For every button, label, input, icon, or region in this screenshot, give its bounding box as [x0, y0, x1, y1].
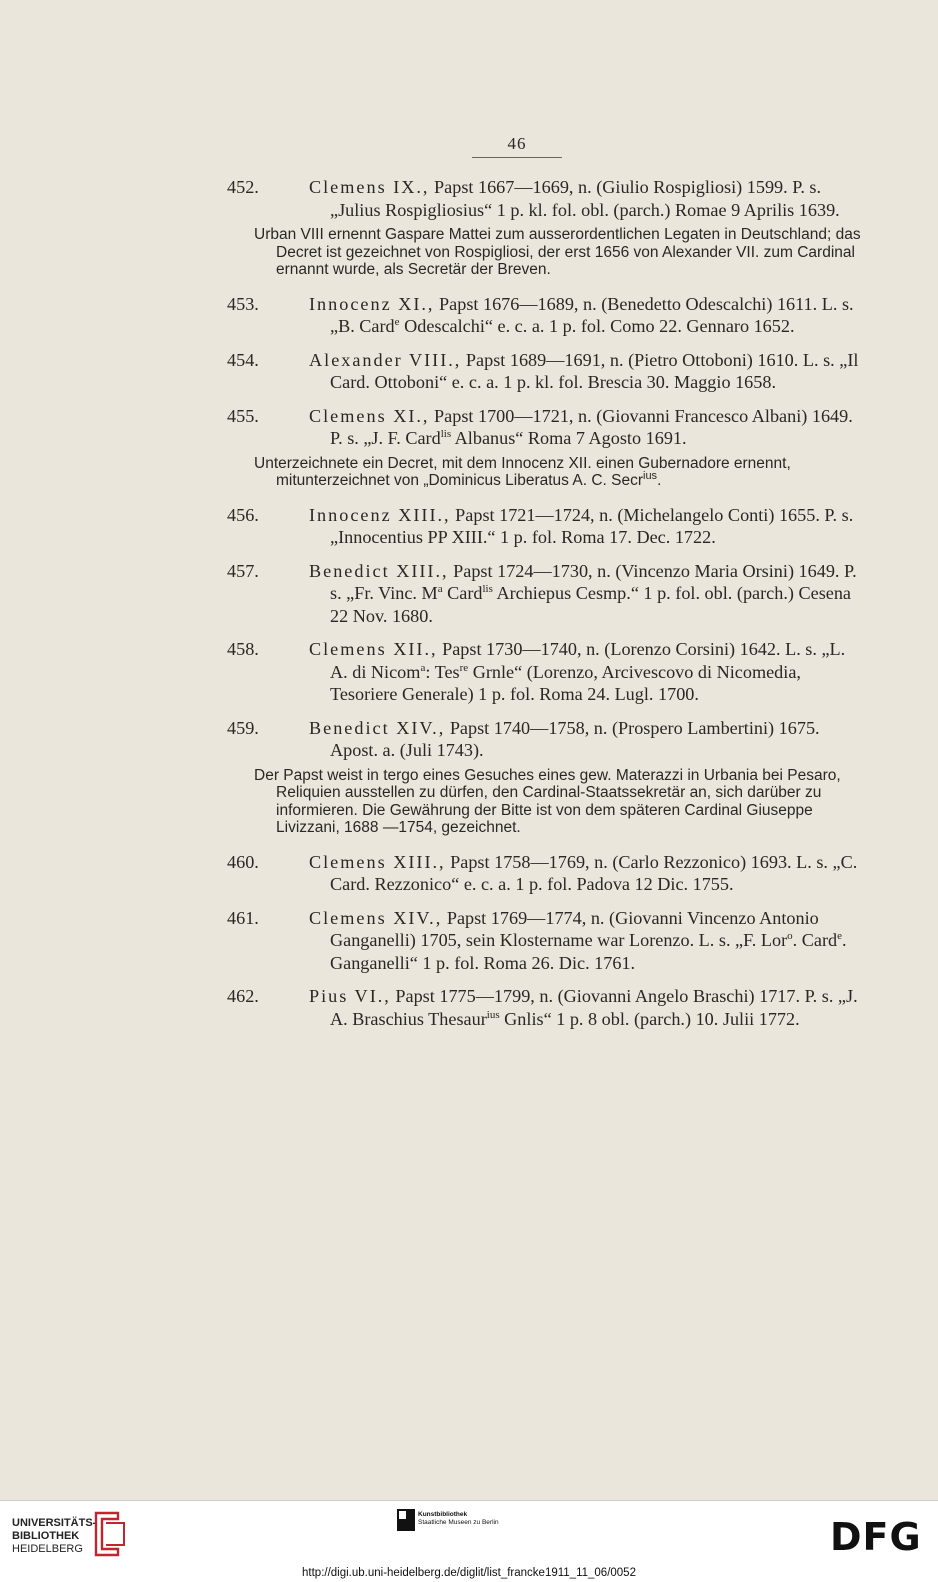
entry-number: 456. [227, 504, 259, 525]
catalog-entry [0, 851, 938, 896]
entry-description: Papst 1758—1769, n. (Carlo Rezzonico) 1693. L. s. „C. Card. Rezzonico“ e. c. a. 1 p. fol. Padova 12 Dic. 1755. [330, 851, 858, 894]
entry-superscript: ius [486, 1008, 500, 1021]
entry-pope-name: Clemens IX., [309, 177, 430, 197]
permalink-url[interactable]: http://digi.ub.uni-heidelberg.de/diglit/list_francke1911_11_06/0052 [302, 1567, 636, 1579]
entry-text [309, 907, 862, 975]
catalog-entry [0, 560, 938, 628]
entry-description: Papst 1721—1724, n. (Michelangelo Conti) 1655. P. s. „Innocentius PP XIII.“ 1 p. fol. Roma 17. Dec. 1722. [330, 504, 854, 547]
entry-description-cont: Grnle“ (Lorenzo, Arcivescovo di Nicomedia, Tesoriere Generale) 1 p. fol. Roma 24. Lugl. 1700. [330, 661, 801, 704]
note-text: Urban VIII ernennt Gaspare Mattei zum ausserordentlichen Legaten in Deutschland; das Decret ist gezeichnet von Rospigliosi, der erst 1656 von Alexander VII. zum Cardinal ernannt wurde, als Secretär der Breven. [254, 226, 861, 278]
entry-description: Papst 1676—1689, n. (Benedetto Odescalchi) 1611. L. s. „B. Card [330, 293, 854, 336]
note-text: Unterzeichnete ein Decret, mit dem Innocenz XII. einen Gubernadore ernennt, mitunterzeichnet von „Dominicus Liberatus A. C. Secr [254, 454, 791, 489]
entry-text [309, 405, 862, 450]
entry-pope-name: Pius VI., [309, 986, 391, 1006]
entry-text [309, 176, 862, 221]
entry-superscript: e [394, 315, 400, 328]
catalog-entry [0, 907, 938, 975]
catalog-entry [0, 638, 938, 706]
entry-number: 462. [227, 986, 259, 1006]
entry-pope-name: Alexander VIII., [309, 349, 462, 370]
entry-pope-name: Clemens XIV., [309, 907, 443, 928]
entry-description: Papst 1769—1774, n. (Giovanni Vincenzo Antonio Ganganelli) 1705, sein Klostername war Lorenzo. L. s. „F. Lor [330, 907, 819, 950]
catalog-entries [0, 176, 938, 1041]
entry-text [309, 293, 862, 338]
entry-pope-name: Innocenz XIII., [309, 504, 451, 525]
entry-description: Papst 1775—1799, n. (Giovanni Angelo Braschi) 1717. P. s. „J. A. Braschius Thesaur [330, 986, 858, 1029]
entry-text [309, 560, 862, 628]
entry-description: Papst 1740—1758, n. (Prospero Lambertini) 1675. Apost. a. (Juli 1743). [330, 717, 820, 760]
entry-pope-name: Benedict XIV., [309, 717, 446, 738]
entry-superscript: o [787, 929, 793, 942]
entry-description: Papst 1730—1740, n. (Lorenzo Corsini) 1642. L. s. „L. A. di Nicom [330, 639, 846, 682]
entry-pope-name: Clemens XIII., [309, 851, 446, 872]
kb-line-1: Kunstbibliothek [418, 1511, 468, 1518]
kunstbibliothek-logo-text[interactable] [418, 1511, 499, 1527]
entry-superscript: re [459, 661, 469, 674]
note-text: Der Papst weist in tergo eines Gesuches eines gew. Materazzi in Urbania bei Pesaro, Reliquien ausstellen zu dürfen, den Cardinal-Staatssekretär an, sich darüber zu informieren. Die Gewährung der Bitte ist von dem späteren Cardinal Giuseppe Livizzani, 1688 —1754, gezeichnet. [254, 766, 841, 836]
entry-number: 457. [227, 560, 259, 581]
entry-text [309, 638, 862, 706]
entry-description-cont: . Ganganelli“ 1 p. fol. Roma 26. Dic. 1761. [330, 930, 847, 973]
entry-description-cont: Gnlis“ 1 p. 8 obl. (parch.) 10. Julii 1772. [499, 1008, 800, 1029]
entry-number: 453. [227, 293, 259, 314]
entry-superscript: lis [482, 582, 493, 595]
entry-superscript: e [837, 929, 842, 942]
ub-line-3: HEIDELBERG [12, 1543, 83, 1555]
entry-number: 452. [227, 177, 259, 197]
entry-superscript: a [420, 661, 426, 674]
entry-text [309, 349, 862, 394]
entry-description: Papst 1724—1730, n. (Vincenzo Maria Orsini) 1649. P. s. „Fr. Vinc. M [330, 560, 857, 603]
entry-number: 459. [227, 717, 259, 738]
entry-text [309, 504, 862, 549]
entry-number: 461. [227, 907, 259, 928]
entry-note [254, 454, 862, 490]
entry-description: Papst 1667—1669, n. (Giulio Rospigliosi) 1599. P. s. „Julius Rospigliosius“ 1 p. kl. fol. obl. (parch.) Romae 9 Aprilis 1639. [330, 177, 840, 220]
entry-description-cont: Albanus“ Roma 7 Agosto 1691. [451, 428, 687, 448]
entry-note [254, 766, 862, 837]
entry-pope-name: Clemens XI., [309, 405, 430, 426]
entry-description-cont: : Tes [425, 661, 460, 682]
catalog-entry [0, 176, 938, 221]
entry-superscript: a [437, 582, 443, 595]
entry-number: 458. [227, 639, 259, 659]
entry-text [309, 985, 862, 1030]
note-end: . [657, 472, 662, 489]
catalog-entry [0, 985, 938, 1030]
entry-text [309, 717, 862, 762]
catalog-entry [0, 504, 938, 549]
entry-description: Papst 1689—1691, n. (Pietro Ottoboni) 1610. L. s. „Il Card. Ottoboni“ e. c. a. 1 p. kl. fol. Brescia 30. Maggio 1658. [330, 349, 859, 392]
ub-line-2: BIBLIOTHEK [12, 1530, 80, 1542]
note-superscript: ius [643, 469, 658, 482]
entry-note [254, 226, 862, 279]
catalog-entry [0, 717, 938, 762]
entry-number: 454. [227, 349, 259, 370]
entry-number: 455. [227, 405, 259, 426]
entry-superscript: lis [440, 427, 452, 440]
ub-heidelberg-logo-icon [88, 1509, 130, 1557]
entry-pope-name: Innocenz XI., [309, 293, 435, 314]
ub-heidelberg-logo-text[interactable] [12, 1517, 96, 1556]
entry-description: Papst 1700—1721, n. (Giovanni Francesco Albani) 1649. P. s. „J. F. Card [330, 405, 853, 448]
entry-text [309, 851, 862, 896]
catalog-entry [0, 349, 938, 394]
kb-line-2: Staatliche Museen zu Berlin [418, 1519, 499, 1526]
entry-description-cont: . Card [792, 930, 838, 950]
dfg-logo[interactable]: DFG [830, 1515, 922, 1559]
ub-line-1: UNIVERSITÄTS- [12, 1517, 97, 1529]
entry-pope-name: Clemens XII., [309, 639, 438, 659]
page-number: 46 [472, 134, 562, 158]
viewer-footer [0, 1500, 938, 1582]
entry-description-cont: Odescalchi“ e. c. a. 1 p. fol. Como 22. Gennaro 1652. [399, 316, 795, 336]
entry-description-cont: Archiepus Cesmp.“ 1 p. fol. obl. (parch.) Cesena 22 Nov. 1680. [330, 583, 852, 626]
catalog-entry [0, 293, 938, 338]
entry-number: 460. [227, 851, 259, 872]
catalog-entry [0, 405, 938, 450]
entry-pope-name: Benedict XIII., [309, 560, 449, 581]
kunstbibliothek-logo-icon [397, 1509, 415, 1531]
entry-description-cont: Card [442, 583, 483, 603]
